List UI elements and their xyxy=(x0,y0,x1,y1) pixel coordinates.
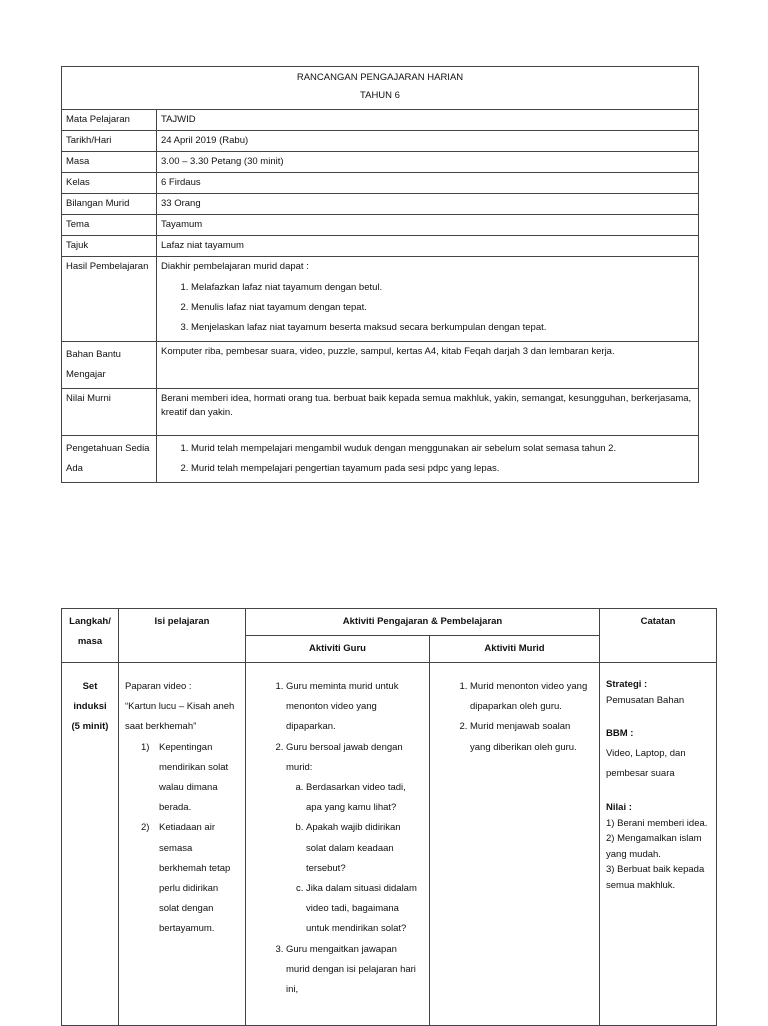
row-value: Tayamum xyxy=(157,215,699,236)
list-item xyxy=(286,738,423,940)
row-value: 3.00 – 3.30 Petang (30 minit) xyxy=(157,152,699,173)
step-cell: Set induksi (5 minit) xyxy=(62,663,119,1026)
isi-cell xyxy=(119,663,246,1026)
row-label: Kelas xyxy=(62,173,157,194)
isi-intro: Paparan video : xyxy=(125,681,192,692)
row-value: TAJWID xyxy=(157,110,699,131)
list-item: 3. Menjelaskan lafaz niat tayamum beserta maksud secara berkumpulan dengan tepat. xyxy=(191,318,694,338)
guru-sublist xyxy=(286,778,423,940)
pengetahuan-cell xyxy=(157,436,699,483)
row-value: 33 Orang xyxy=(157,194,699,215)
header-guru: Aktiviti Guru xyxy=(246,636,430,663)
hasil-intro: Diakhir pembelajaran murid dapat : xyxy=(161,261,309,272)
row-value: Komputer riba, pembesar suara, video, puzzle, sampul, kertas A4, kitab Feqah darjah 3 dan lembaran kerja. xyxy=(157,342,699,389)
row-label: Nilai Murni xyxy=(62,389,157,436)
murid-list xyxy=(436,677,593,758)
row-label: Tema xyxy=(62,215,157,236)
table-row xyxy=(62,173,699,194)
row-label: Hasil Pembelajaran xyxy=(62,257,157,342)
row-value: Lafaz niat tayamum xyxy=(157,236,699,257)
bbm-label: BBM : xyxy=(606,728,634,739)
nilai-item: 3) Berbuat baik kepada semua makhluk. xyxy=(606,864,705,891)
hasil-cell xyxy=(157,257,699,342)
nilai-item: 2) Mengamalkan islam yang mudah. xyxy=(606,833,702,860)
list-item: 1. Murid telah mempelajari mengambil wuduk dengan menggunakan air sebelum solat semasa tahun 2. xyxy=(191,439,694,459)
isi-quote: “Kartun lucu – Kisah aneh saat berkhemah” xyxy=(125,701,235,733)
list-item: 1. Guru meminta murid untuk menonton video yang dipaparkan. xyxy=(286,677,423,738)
guru-list xyxy=(252,677,423,1000)
row-label: Bahan Bantu Mengajar xyxy=(62,342,157,389)
strategi-label: Strategi : xyxy=(606,679,648,690)
header-catatan: Catatan xyxy=(600,609,717,663)
rph-title: RANCANGAN PENGAJARAN HARIAN xyxy=(296,72,464,83)
header-murid: Aktiviti Murid xyxy=(430,636,600,663)
rph-title-cell xyxy=(62,67,699,110)
header-aktiviti: Aktiviti Pengajaran & Pembelajaran xyxy=(246,609,600,636)
table-row xyxy=(62,215,699,236)
list-item: 2. Menulis lafaz niat tayamum dengan tepat. xyxy=(191,298,694,318)
header-isi: Isi pelajaran xyxy=(119,609,246,663)
murid-cell xyxy=(430,663,600,1026)
pengetahuan-row xyxy=(62,436,699,483)
table-row xyxy=(62,194,699,215)
table-row xyxy=(62,110,699,131)
list-item: c. Jika dalam situasi didalam video tadi, bagaimana untuk mendirikan solat? xyxy=(306,879,423,940)
lesson-table xyxy=(61,608,717,1026)
guru-cell xyxy=(246,663,430,1026)
catatan-cell xyxy=(600,663,717,1026)
bbm-value: Video, Laptop, dan pembesar suara xyxy=(606,748,686,779)
table-row xyxy=(62,131,699,152)
table-row xyxy=(62,236,699,257)
row-label: Bilangan Murid xyxy=(62,194,157,215)
nilai-item: 1) Berani memberi idea. xyxy=(606,817,708,829)
row-value: Berani memberi idea, hormati orang tua. berbuat baik kepada semua makhluk, yakin, semangat, kesungguhan, berkerjasama, kreatif dan yakin. xyxy=(157,389,699,436)
item-number: 2) xyxy=(141,822,150,834)
rph-subtitle: TAHUN 6 xyxy=(360,90,400,101)
list-item: 3. Guru mengaitkan jawapan murid dengan isi pelajaran hari ini, xyxy=(286,940,423,1001)
strategi-block xyxy=(606,677,710,708)
item-text: Ketiadaan air semasa berkhemah tetap perlu didirikan solat dengan bertayamum. xyxy=(159,822,231,935)
rph-table xyxy=(61,66,699,483)
table-row xyxy=(62,663,717,1026)
list-item xyxy=(141,738,239,819)
nilai-block xyxy=(606,800,710,893)
bbm-block xyxy=(606,724,710,784)
row-label: Pengetahuan Sedia Ada xyxy=(62,436,157,483)
row-value: 24 April 2019 (Rabu) xyxy=(157,131,699,152)
strategi-value: Pemusatan Bahan xyxy=(606,694,685,706)
nilai-label: Nilai : xyxy=(606,802,632,813)
list-item: 2. Murid telah mempelajari pengertian tayamum pada sesi pdpc yang lepas. xyxy=(191,459,694,479)
list-item: 2. Murid menjawab soalan yang diberikan oleh guru. xyxy=(470,717,593,757)
list-item: a. Berdasarkan video tadi, apa yang kamu lihat? xyxy=(306,778,423,818)
bahan-row xyxy=(62,342,699,389)
item-text: Kepentingan mendirikan solat walau dimana berada. xyxy=(159,741,229,814)
list-item xyxy=(141,818,239,939)
table-row xyxy=(62,152,699,173)
isi-list xyxy=(125,738,239,940)
row-label: Masa xyxy=(62,152,157,173)
header-langkah: Langkah/ masa xyxy=(62,609,119,663)
nilai-row xyxy=(62,389,699,436)
hasil-row xyxy=(62,257,699,342)
row-label: Tarikh/Hari xyxy=(62,131,157,152)
pengetahuan-list xyxy=(161,439,694,479)
item-text: Guru bersoal jawab dengan murid: xyxy=(286,741,403,773)
item-number: 1) xyxy=(141,741,150,753)
hasil-list xyxy=(161,278,694,338)
row-value: 6 Firdaus xyxy=(157,173,699,194)
list-item: 1. Murid menonton video yang dipaparkan oleh guru. xyxy=(470,677,593,717)
row-label: Tajuk xyxy=(62,236,157,257)
row-label: Mata Pelajaran xyxy=(62,110,157,131)
list-item: b. Apakah wajib didirikan solat dalam keadaan tersebut? xyxy=(306,818,423,879)
list-item: 1. Melafazkan lafaz niat tayamum dengan betul. xyxy=(191,278,694,298)
